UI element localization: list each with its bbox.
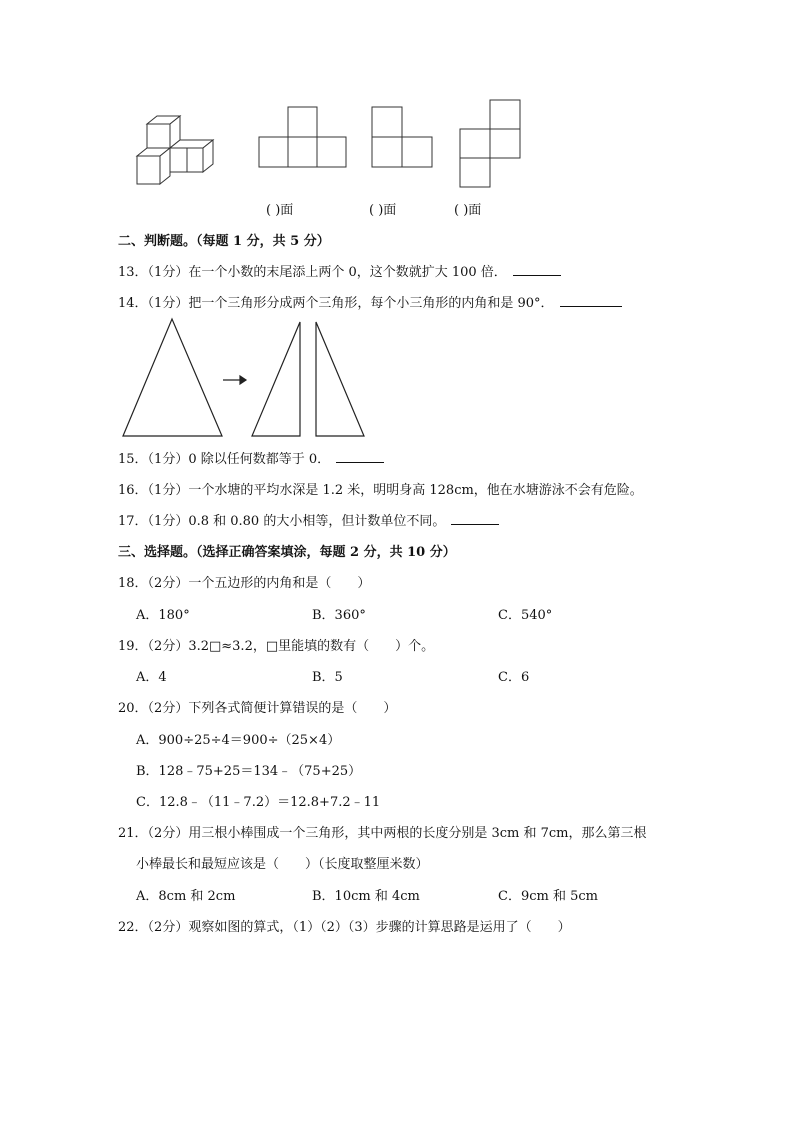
view-label-1: ( )面 — [266, 203, 294, 218]
q20-option-a[interactable]: A．900÷25÷4＝900÷（25×4） — [136, 733, 341, 748]
triangle-split-figure — [122, 318, 372, 438]
question-14 — [118, 292, 622, 311]
q18-option-c[interactable]: C．540° — [498, 608, 553, 623]
view-label-3: ( )面 — [454, 203, 482, 218]
view-figure-3 — [460, 100, 522, 190]
q21-option-a[interactable]: A．8cm 和 2cm — [136, 889, 236, 904]
q19-option-c[interactable]: C．6 — [498, 670, 530, 685]
question-17-text: 17．（1分）0.8 和 0.80 的大小相等，但计数单位不同。 — [118, 514, 446, 529]
question-13 — [118, 261, 561, 280]
view-figure-1 — [259, 107, 349, 169]
question-15 — [118, 448, 384, 467]
question-15-text: 15．（1分）0 除以任何数都等于 0． — [118, 452, 331, 467]
q19-option-a[interactable]: A．4 — [136, 670, 167, 685]
answer-blank-17[interactable] — [451, 512, 499, 525]
question-13-text: 13．（1分）在一个小数的末尾添上两个 0，这个数就扩大 100 倍． — [118, 265, 507, 280]
question-20-text: 20．（2分）下列各式简便计算错误的是（ ） — [118, 701, 397, 716]
question-21-text-line2: 小棒最长和最短应该是（ ）（长度取整厘米数） — [136, 857, 429, 872]
q18-option-b[interactable]: B．360° — [312, 608, 366, 623]
question-19-text: 19．（2分）3.2□≈3.2，□里能填的数有（ ）个。 — [118, 639, 435, 654]
view-figure-2 — [372, 107, 434, 169]
question-18-text: 18．（2分）一个五边形的内角和是（ ） — [118, 576, 371, 591]
q18-option-a[interactable]: A．180° — [136, 608, 190, 623]
question-14-text: 14．（1分）把一个三角形分成两个三角形，每个小三角形的内角和是 90°． — [118, 296, 554, 311]
cube-stack-figure — [137, 116, 217, 186]
question-22-text: 22．（2分）观察如图的算式，（1）（2）（3）步骤的计算思路是运用了（ ） — [118, 920, 571, 935]
section3-heading: 三、选择题。（选择正确答案填涂，每题 2 分，共 10 分） — [118, 545, 456, 560]
section2-heading: 二、判断题。（每题 1 分，共 5 分） — [118, 234, 330, 249]
question-16 — [118, 479, 643, 498]
q19-option-b[interactable]: B．5 — [312, 670, 343, 685]
q20-option-b[interactable]: B．128﹣75+25＝134﹣（75+25） — [136, 764, 362, 779]
answer-blank-14[interactable] — [560, 294, 622, 307]
question-21-text-line1: 21．（2分）用三根小棒围成一个三角形，其中两根的长度分别是 3cm 和 7cm，那么第三根 — [118, 826, 647, 841]
answer-blank-15[interactable] — [336, 450, 384, 463]
question-16-text: 16．（1分）一个水塘的平均水深是 1.2 米，明明身高 128cm，他在水塘游泳不会有危险。 — [118, 483, 643, 498]
q21-option-c[interactable]: C．9cm 和 5cm — [498, 889, 598, 904]
answer-blank-13[interactable] — [513, 263, 561, 276]
question-17 — [118, 510, 499, 529]
view-label-2: ( )面 — [369, 203, 397, 218]
q21-option-b[interactable]: B．10cm 和 4cm — [312, 889, 420, 904]
q20-option-c[interactable]: C．12.8﹣（11﹣7.2）＝12.8+7.2﹣11 — [136, 795, 381, 810]
